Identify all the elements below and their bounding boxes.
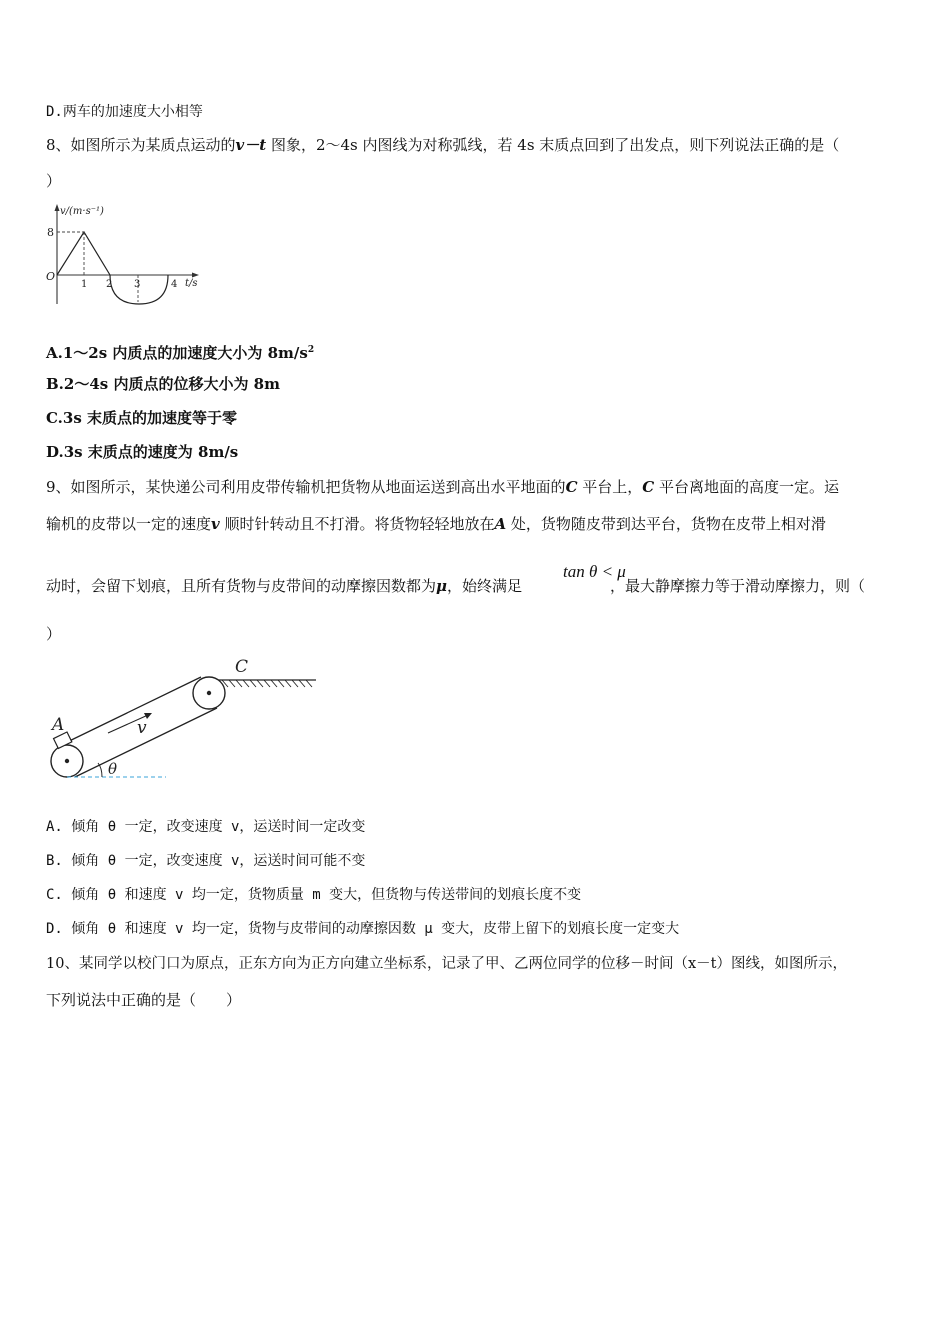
q9-line2-end: 处，货物随皮带到达平台，货物在皮带上相对滑 bbox=[506, 515, 826, 533]
q8-x-axis-label: t/s bbox=[185, 278, 198, 289]
q9-stem-line3 bbox=[46, 576, 865, 596]
q8-option-a-sup: 2 bbox=[307, 345, 315, 355]
q8-y-arrow-icon bbox=[55, 204, 60, 211]
q9-line3-mu: μ bbox=[436, 577, 447, 595]
q8-x-tick-3: 3 bbox=[134, 279, 141, 290]
q8-y-tick-8: 8 bbox=[47, 226, 54, 239]
q9-line3-start: 动时，会留下划痕，且所有货物与皮带间的动摩擦因数都为 bbox=[46, 577, 437, 595]
q9-label-a: A bbox=[52, 715, 65, 735]
q9-line1-c1: C bbox=[565, 478, 578, 496]
q9-line3-mid: ，始终满足 bbox=[447, 577, 523, 595]
q9-label-v: v bbox=[137, 718, 147, 738]
q8-option-a-text: A.1～2s 内质点的加速度大小为 8m/s bbox=[46, 344, 308, 362]
q8-x-tick-1: 1 bbox=[81, 279, 88, 290]
q9-bottom-roller-axle bbox=[65, 759, 69, 763]
q9-label-theta: θ bbox=[108, 760, 118, 778]
q8-triangle-line bbox=[57, 232, 110, 275]
q10-stem-line2: 下列说法中正确的是（ ） bbox=[46, 991, 242, 1009]
q9-top-roller-axle bbox=[207, 691, 211, 695]
q8-stem-variable: v－t bbox=[235, 136, 267, 154]
q8-vt-figure bbox=[40, 200, 210, 310]
q9-line2-v: v bbox=[211, 515, 220, 533]
q9-line1-mid: 平台上， bbox=[577, 478, 643, 496]
q8-option-d: D.3s 末质点的速度为 8m/s bbox=[46, 443, 239, 461]
q9-option-b: B. 倾角 θ 一定，改变速度 v，运送时间可能不变 bbox=[46, 853, 366, 869]
q9-line1-end: 平台离地面的高度一定。运 bbox=[654, 478, 840, 496]
q8-option-b: B.2～4s 内质点的位移大小为 8m bbox=[46, 375, 280, 393]
q9-label-c: C bbox=[235, 657, 249, 677]
q9-stem-line1 bbox=[46, 477, 839, 497]
q9-option-d: D. 倾角 θ 和速度 v 均一定，货物与皮带间的动摩擦因数 μ 变大，皮带上留下的划痕长度一定变大 bbox=[46, 921, 680, 937]
q8-stem-close: ） bbox=[46, 172, 62, 190]
q8-origin-label: O bbox=[46, 270, 56, 283]
q9-stem-line2 bbox=[46, 514, 826, 534]
q9-line2-start: 输机的皮带以一定的速度 bbox=[46, 515, 212, 533]
q7-option-d: D.两车的加速度大小相等 bbox=[46, 104, 203, 120]
q9-line2-mid: 顺时针转动且不打滑。将货物轻轻地放在 bbox=[219, 515, 495, 533]
q8-option-c: C.3s 末质点的加速度等于零 bbox=[46, 409, 238, 427]
q9-option-a: A. 倾角 θ 一定，改变速度 v，运送时间一定改变 bbox=[46, 819, 366, 835]
q10-stem-line1: 10、某同学以校门口为原点，正东方向为正方向建立坐标系，记录了甲、乙两位同学的位移－时间（x－t）图线，如图所示， bbox=[46, 956, 847, 972]
q9-option-c: C. 倾角 θ 和速度 v 均一定，货物质量 m 变大，但货物与传送带间的划痕长度不变 bbox=[46, 887, 582, 903]
q8-x-tick-4: 4 bbox=[171, 279, 178, 290]
q9-belt-top bbox=[59, 677, 201, 746]
q9-line1-start: 9、如图所示，某快递公司利用皮带传输机把货物从地面运送到高出水平地面的 bbox=[46, 478, 566, 496]
q9-line1-c2: C bbox=[642, 478, 655, 496]
q9-conveyor-figure bbox=[40, 652, 330, 787]
q9-condition-formula: tan θ < μ bbox=[563, 562, 626, 581]
q8-option-a bbox=[46, 340, 314, 363]
q8-y-axis-label: v/(m·s⁻¹) bbox=[60, 206, 104, 217]
q8-stem bbox=[46, 135, 839, 155]
q8-stem-start: 8、如图所示为某质点运动的 bbox=[46, 136, 236, 154]
q8-x-arrow-icon bbox=[192, 273, 199, 278]
q9-platform-hatch bbox=[222, 680, 312, 687]
q8-stem-end: 图象，2～4s 内图线为对称弧线，若 4s 末质点回到了出发点，则下列说法正确的是（ bbox=[266, 136, 840, 154]
q9-line2-a: A bbox=[494, 515, 507, 533]
q9-stem-close: ） bbox=[46, 625, 62, 643]
q8-x-tick-2: 2 bbox=[106, 279, 113, 290]
q9-line3-end: ，最大静摩擦力等于滑动摩擦力，则（ bbox=[610, 577, 866, 595]
